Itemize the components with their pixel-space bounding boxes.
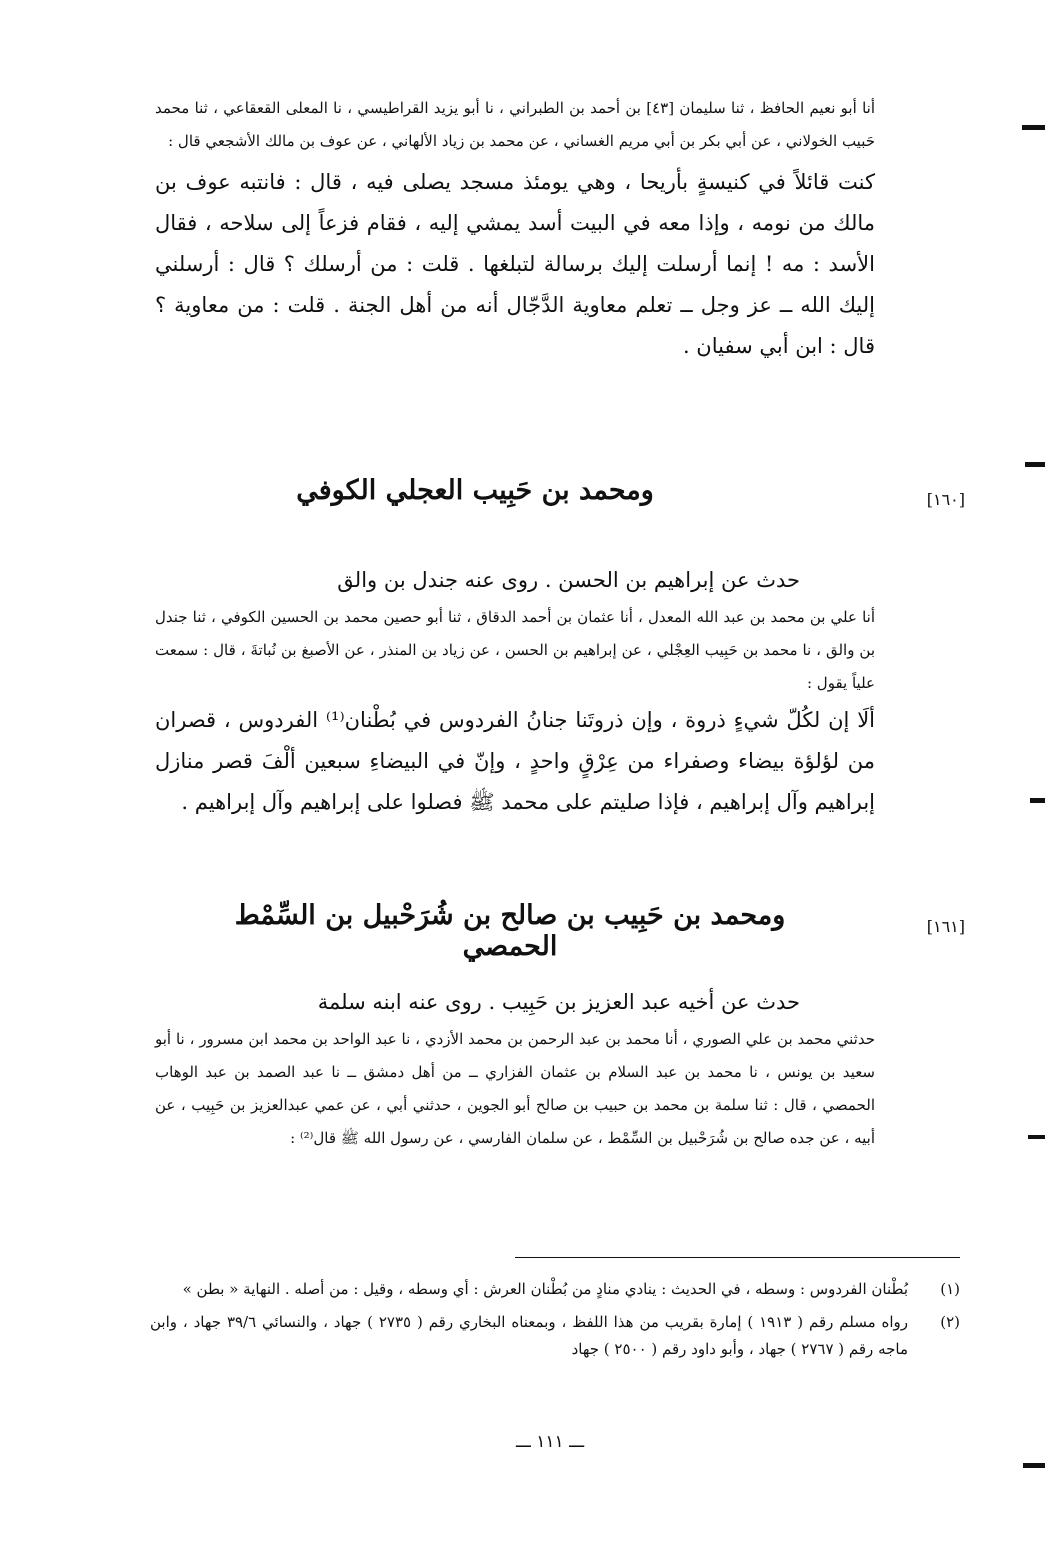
scan-edge-mark — [1028, 1135, 1045, 1139]
entry-number: [١٦١] — [926, 917, 965, 936]
entry-heading: ومحمد بن حَبِيب العجلي الكوفي — [296, 475, 654, 506]
page-number: ـــ ١١١ ـــ — [515, 1432, 585, 1452]
footnote-text: بُطْنان الفردوس : وسطه ، في الحديث : ينادي منادٍ من بُطْنان العرش : أي وسطه ، وقيل : من أصله . النهاية « بطن » — [182, 1280, 908, 1298]
footnote-number: (٢) — [940, 1313, 960, 1331]
entry-number: [١٦٠] — [926, 490, 965, 509]
scan-edge-mark — [1025, 462, 1045, 467]
isnad-text: أنا علي بن محمد بن عبد الله المعدل ، أنا عثمان بن أحمد الدقاق ، ثنا أبو حصين محمد بن الحسين الكوفي ، ثنا جندل بن والق ، نا محمد بن حَبِيب العِجْلي ، عن إبراهيم بن الحسن ، عن زياد بن المنذر ، عن الأصبغ بن نُباتةَ ، قال : سمعت علياً يقول : — [155, 608, 875, 692]
scan-edge-mark — [1022, 125, 1045, 130]
entry-body — [155, 982, 875, 1155]
entry-body — [155, 560, 875, 823]
entry-intro: حدث عن إبراهيم بن الحسن . روى عنه جندل بن والق — [337, 568, 800, 592]
footnote-number: (١) — [940, 1280, 960, 1298]
entry-intro: حدث عن أخيه عبد العزيز بن حَبِيب . روى عنه ابنه سلمة — [317, 990, 800, 1014]
footnote — [150, 1276, 960, 1303]
top-section — [155, 92, 875, 367]
isnad-text: حدثني محمد بن علي الصوري ، أنا محمد بن عبد الرحمن بن محمد الأزدي ، نا عبد الواحد بن محمد ابن مسرور ، نا أبو سعيد بن يونس ، نا محمد بن عبد السلام بن عثمان الفزاري ــ من أهل دمشق ــ نا عبد الصمد بن عبد الوهاب الحمصي ، قال : ثنا سلمة بن محمد بن حبيب بن صالح أبو الجوين ، حدثني أبي ، عن عمي عبدالعزيز بن حَبِيب ، عن أبيه ، عن جده صالح بن شُرَحْبيل بن السِّمْط ، عن سلمان الفارسي ، عن رسول الله ﷺ قال⁽²⁾ : — [155, 1030, 875, 1147]
scan-edge-mark — [1030, 798, 1045, 803]
matn-text: كنت قائلاً في كنيسةٍ بأريحا ، وهي يومئذ مسجد يصلى فيه ، قال : فانتبه عوف بن مالك من نومه ، وإذا معه في البيت أسد يمشي إليه ، فقام فزعاً إلى سلاحه ، فقال الأسد : مه ! إنما أرسلت إليك برسالة لتبلغها . قلت : من أرسلك ؟ قال : أرسلني إليك الله ــ عز وجل ــ تعلم معاوية الدَّجّال أنه من أهل الجنة . قلت : من معاوية ؟ قال : ابن أبي سفيان . — [155, 170, 875, 358]
footnote-separator — [515, 1257, 960, 1258]
matn-text: ألَا إن لكُلّ شيءٍ ذروة ، وإن ذروتَنا جنانُ الفردوس في بُطْنان⁽¹⁾ الفردوس ، قصران من لؤلؤة بيضاء وصفراء من عِرْقٍ واحدٍ ، وإنّ في البيضاءِ سبعين ألْفَ قصر منازل إبراهيم وآل إبراهيم ، فإذا صليتم على محمد ﷺ فصلوا على إبراهيم وآل إبراهيم . — [155, 708, 876, 814]
footnote — [150, 1309, 960, 1363]
scan-edge-mark — [1023, 1463, 1045, 1468]
entry-heading: ومحمد بن حَبِيب بن صالح بن شُرَحْبيل بن السِّمْط الحمصي — [234, 900, 786, 962]
isnad-text: أنا أبو نعيم الحافظ ، ثنا سليمان [٤٣] بن أحمد بن الطبراني ، نا أبو يزيد القراطيسي ، نا المعلى القعقاعي ، ثنا محمد حَبيب الخولاني ، عن أبي بكر بن أبي مريم الغساني ، عن محمد بن زياد الألهاني ، عن عوف بن مالك الأشجعي قال : — [155, 99, 875, 150]
footnotes — [150, 1276, 960, 1369]
footnote-text: رواه مسلم رقم ( ١٩١٣ ) إمارة بقريب من هذا اللفظ ، وبمعناه البخاري رقم ( ٢٧٣٥ ) جهاد ، والنسائي ٣٩/٦ جهاد ، وابن ماجه رقم ( ٢٧٦٧ ) جهاد ، وأبو داود رقم ( ٢٥٠٠ ) جهاد — [150, 1313, 909, 1358]
